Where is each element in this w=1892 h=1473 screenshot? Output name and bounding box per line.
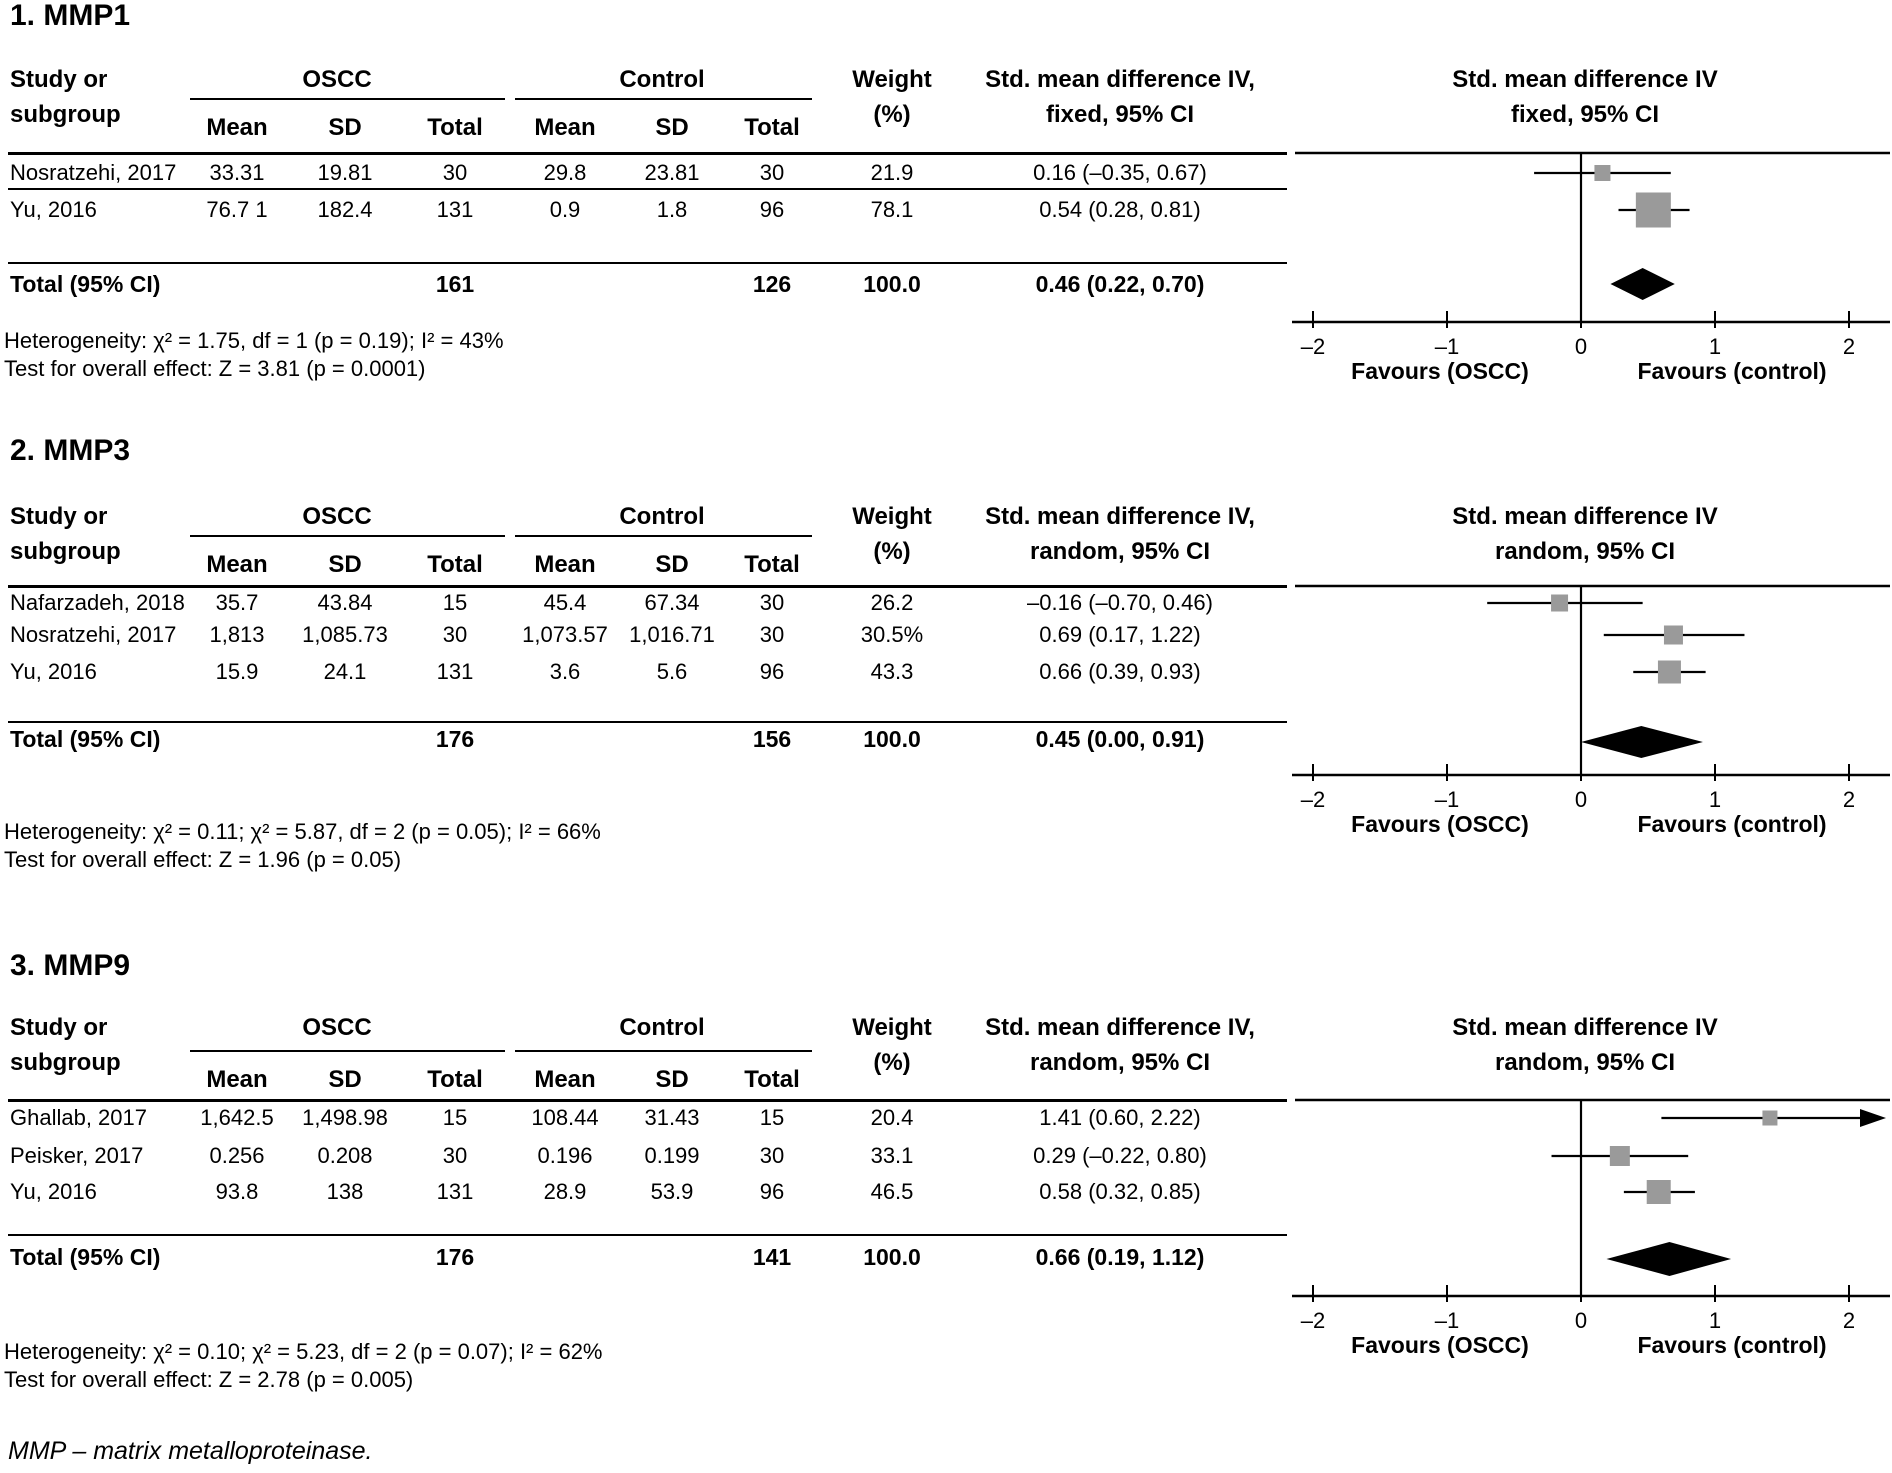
plot-header-line2: fixed, 95% CI [1510, 101, 1660, 128]
axis-tick-label: 0 [1574, 334, 1588, 359]
cell-oscc-sd: 182.4 [317, 197, 373, 222]
smd-ci-cell: 0.69 (0.17, 1.22) [1039, 622, 1201, 647]
cell-ctrl-sd: 1.8 [656, 197, 688, 222]
weight-header-line1: Weight [852, 66, 932, 93]
study-header-line2: subgroup [10, 101, 121, 128]
oscc-group-header: OSCC [302, 66, 372, 93]
total-row-label: Total (95% CI) [10, 726, 161, 752]
favours-right-label: Favours (control) [1637, 1332, 1827, 1358]
study-header-line2: subgroup [10, 538, 121, 565]
axis-tick-label: –2 [1300, 1308, 1326, 1333]
favours-left-label: Favours (OSCC) [1351, 1332, 1529, 1358]
study-marker [1658, 661, 1681, 684]
control-group-header: Control [619, 66, 705, 93]
cell-oscc-total: 131 [436, 197, 474, 222]
plot-header-line1: Std. mean difference IV [1452, 66, 1718, 93]
section-title: 3. MMP9 [10, 949, 131, 982]
cell-ctrl-total: 96 [759, 197, 785, 222]
cell-oscc-sd: 1,085.73 [302, 622, 388, 647]
column-header-oscc-mean: Mean [206, 1066, 268, 1093]
overall-effect-text: Test for overall effect: Z = 1.96 (p = 0.05) [4, 847, 402, 872]
cell-ctrl-total: 96 [759, 659, 785, 684]
favours-right-label: Favours (control) [1637, 358, 1827, 384]
weight-header-line2: (%) [873, 101, 911, 128]
cell-ctrl-total: 30 [759, 1143, 785, 1168]
smd-ci-cell: 1.41 (0.60, 2.22) [1039, 1105, 1201, 1130]
cell-oscc-mean: 76.7 1 [206, 197, 268, 222]
column-header-oscc-total: Total [427, 114, 483, 141]
smd-ci-cell: 0.16 (–0.35, 0.67) [1033, 160, 1207, 185]
weight-header-line1: Weight [852, 1014, 932, 1041]
summary-diamond [1610, 268, 1674, 300]
cell-oscc-sd: 138 [326, 1179, 364, 1204]
cell-ctrl-mean: 0.9 [549, 197, 581, 222]
column-header-oscc-sd: SD [328, 1066, 362, 1093]
axis-tick-label: 2 [1842, 334, 1856, 359]
cell-ctrl-total: 30 [759, 590, 785, 615]
cell-ctrl-sd: 1,016.71 [629, 622, 715, 647]
section-title: 2. MMP3 [10, 434, 131, 467]
axis-tick-label: –2 [1300, 334, 1326, 359]
cell-ctrl-sd: 0.199 [644, 1143, 700, 1168]
column-header-ctrl-mean: Mean [534, 1066, 596, 1093]
heterogeneity-text: Heterogeneity: χ² = 1.75, df = 1 (p = 0.19); I² = 43% [4, 328, 504, 353]
favours-left-label: Favours (OSCC) [1351, 811, 1529, 837]
axis-tick-label: –1 [1434, 787, 1460, 812]
weight-cell: 46.5 [870, 1179, 914, 1204]
overall-effect-text: Test for overall effect: Z = 2.78 (p = 0.005) [4, 1367, 414, 1392]
column-header-ctrl-sd: SD [655, 551, 689, 578]
smd-ci-cell: 0.58 (0.32, 0.85) [1039, 1179, 1201, 1204]
favours-right-label: Favours (control) [1637, 811, 1827, 837]
oscc-group-header: OSCC [302, 1014, 372, 1041]
study-header-line1: Study or [10, 1014, 108, 1041]
cell-ctrl-mean: 108.44 [531, 1105, 599, 1130]
weight-header-line1: Weight [852, 503, 932, 530]
study-name: Yu, 2016 [10, 1179, 97, 1204]
effect-col-header-line2: random, 95% CI [1029, 1049, 1211, 1076]
total-weight: 100.0 [863, 726, 921, 752]
effect-col-header-line2: fixed, 95% CI [1045, 101, 1195, 128]
total-smd-ci: 0.45 (0.00, 0.91) [1035, 726, 1205, 752]
cell-ctrl-mean: 45.4 [543, 590, 587, 615]
smd-ci-cell: –0.16 (–0.70, 0.46) [1027, 590, 1213, 615]
study-name: Nosratzehi, 2017 [10, 622, 177, 647]
cell-oscc-sd: 43.84 [317, 590, 373, 615]
section-title: 1. MMP1 [10, 0, 131, 32]
study-marker [1636, 193, 1671, 228]
cell-oscc-total: 15 [442, 1105, 468, 1130]
control-group-header: Control [619, 503, 705, 530]
weight-header-line2: (%) [873, 538, 911, 565]
column-header-ctrl-total: Total [744, 114, 800, 141]
column-header-ctrl-mean: Mean [534, 551, 596, 578]
plot-header-line1: Std. mean difference IV [1452, 1014, 1718, 1041]
cell-ctrl-sd: 5.6 [656, 659, 688, 684]
study-marker [1664, 626, 1683, 645]
cell-oscc-mean: 0.256 [209, 1143, 265, 1168]
cell-ctrl-sd: 23.81 [644, 160, 700, 185]
cell-ctrl-total: 15 [759, 1105, 785, 1130]
smd-ci-cell: 0.54 (0.28, 0.81) [1039, 197, 1201, 222]
plot-header-line2: random, 95% CI [1494, 1049, 1676, 1076]
total-row-label: Total (95% CI) [10, 1244, 161, 1270]
axis-tick-label: 2 [1842, 1308, 1856, 1333]
axis-tick-label: 2 [1842, 787, 1856, 812]
study-marker [1647, 1180, 1671, 1204]
column-header-ctrl-total: Total [744, 551, 800, 578]
cell-ctrl-mean: 28.9 [543, 1179, 587, 1204]
total-row-label: Total (95% CI) [10, 271, 161, 297]
plot-header-line2: random, 95% CI [1494, 538, 1676, 565]
study-marker [1762, 1111, 1777, 1126]
axis-tick-label: 1 [1708, 787, 1722, 812]
total-oscc-n: 176 [435, 726, 475, 752]
total-control-n: 141 [752, 1244, 792, 1270]
effect-col-header-line1: Std. mean difference IV, [985, 66, 1255, 93]
weight-cell: 33.1 [870, 1143, 914, 1168]
study-header-line2: subgroup [10, 1049, 121, 1076]
total-control-n: 156 [752, 726, 792, 752]
study-marker [1594, 165, 1610, 181]
cell-oscc-total: 131 [436, 659, 474, 684]
total-weight: 100.0 [863, 271, 921, 297]
column-header-oscc-sd: SD [328, 551, 362, 578]
total-oscc-n: 161 [435, 271, 475, 297]
weight-cell: 78.1 [870, 197, 914, 222]
cell-oscc-sd: 0.208 [317, 1143, 373, 1168]
cell-ctrl-sd: 31.43 [644, 1105, 700, 1130]
weight-cell: 20.4 [870, 1105, 914, 1130]
summary-diamond [1581, 726, 1703, 758]
study-name: Peisker, 2017 [10, 1143, 144, 1168]
column-header-oscc-total: Total [427, 1066, 483, 1093]
column-header-oscc-sd: SD [328, 114, 362, 141]
ci-arrow-right [1860, 1109, 1886, 1127]
study-name: Nosratzehi, 2017 [10, 160, 177, 185]
weight-cell: 43.3 [870, 659, 914, 684]
cell-ctrl-sd: 53.9 [650, 1179, 694, 1204]
total-smd-ci: 0.66 (0.19, 1.12) [1035, 1244, 1205, 1270]
effect-col-header-line1: Std. mean difference IV, [985, 1014, 1255, 1041]
cell-ctrl-mean: 3.6 [549, 659, 581, 684]
total-oscc-n: 176 [435, 1244, 475, 1270]
cell-oscc-mean: 1,813 [209, 622, 265, 647]
heterogeneity-text: Heterogeneity: χ² = 0.10; χ² = 5.23, df = 2 (p = 0.07); I² = 62% [4, 1339, 603, 1364]
study-name: Yu, 2016 [10, 197, 97, 222]
column-header-oscc-mean: Mean [206, 551, 268, 578]
study-marker [1610, 1146, 1630, 1166]
study-name: Yu, 2016 [10, 659, 97, 684]
oscc-group-header: OSCC [302, 503, 372, 530]
study-marker [1551, 595, 1568, 612]
heterogeneity-text: Heterogeneity: χ² = 0.11; χ² = 5.87, df = 2 (p = 0.05); I² = 66% [4, 819, 601, 844]
axis-tick-label: 0 [1574, 787, 1588, 812]
study-header-line1: Study or [10, 66, 108, 93]
axis-tick-label: –2 [1300, 787, 1326, 812]
cell-oscc-total: 131 [436, 1179, 474, 1204]
cell-ctrl-sd: 67.34 [644, 590, 700, 615]
axis-tick-label: 1 [1708, 1308, 1722, 1333]
smd-ci-cell: 0.29 (–0.22, 0.80) [1033, 1143, 1207, 1168]
cell-ctrl-total: 96 [759, 1179, 785, 1204]
weight-cell: 30.5% [860, 622, 924, 647]
study-header-line1: Study or [10, 503, 108, 530]
cell-ctrl-total: 30 [759, 160, 785, 185]
axis-tick-label: –1 [1434, 334, 1460, 359]
cell-oscc-mean: 33.31 [209, 160, 265, 185]
axis-tick-label: 1 [1708, 334, 1722, 359]
summary-diamond [1606, 1242, 1731, 1276]
column-header-oscc-total: Total [427, 551, 483, 578]
cell-oscc-total: 30 [442, 160, 468, 185]
favours-left-label: Favours (OSCC) [1351, 358, 1529, 384]
cell-oscc-sd: 1,498.98 [302, 1105, 388, 1130]
cell-oscc-mean: 35.7 [215, 590, 259, 615]
study-name: Ghallab, 2017 [10, 1105, 147, 1130]
column-header-ctrl-sd: SD [655, 114, 689, 141]
cell-ctrl-mean: 29.8 [543, 160, 587, 185]
control-group-header: Control [619, 1014, 705, 1041]
column-header-ctrl-mean: Mean [534, 114, 596, 141]
cell-oscc-total: 30 [442, 622, 468, 647]
cell-ctrl-total: 30 [759, 622, 785, 647]
column-header-ctrl-total: Total [744, 1066, 800, 1093]
smd-ci-cell: 0.66 (0.39, 0.93) [1039, 659, 1201, 684]
cell-oscc-mean: 15.9 [215, 659, 259, 684]
overall-effect-text: Test for overall effect: Z = 3.81 (p = 0.0001) [4, 356, 426, 381]
cell-oscc-mean: 1,642.5 [200, 1105, 274, 1130]
figure-footnote: MMP – matrix metalloproteinase. [8, 1437, 373, 1465]
total-control-n: 126 [752, 271, 792, 297]
effect-col-header-line2: random, 95% CI [1029, 538, 1211, 565]
cell-oscc-sd: 19.81 [317, 160, 373, 185]
weight-cell: 21.9 [870, 160, 914, 185]
weight-header-line2: (%) [873, 1049, 911, 1076]
cell-oscc-mean: 93.8 [215, 1179, 259, 1204]
cell-oscc-total: 30 [442, 1143, 468, 1168]
weight-cell: 26.2 [870, 590, 914, 615]
axis-tick-label: –1 [1434, 1308, 1460, 1333]
plot-header-line1: Std. mean difference IV [1452, 503, 1718, 530]
study-name: Nafarzadeh, 2018 [10, 590, 185, 615]
total-smd-ci: 0.46 (0.22, 0.70) [1035, 271, 1205, 297]
cell-ctrl-mean: 1,073.57 [522, 622, 608, 647]
cell-ctrl-mean: 0.196 [537, 1143, 593, 1168]
effect-col-header-line1: Std. mean difference IV, [985, 503, 1255, 530]
cell-oscc-sd: 24.1 [323, 659, 367, 684]
total-weight: 100.0 [863, 1244, 921, 1270]
column-header-oscc-mean: Mean [206, 114, 268, 141]
cell-oscc-total: 15 [442, 590, 468, 615]
axis-tick-label: 0 [1574, 1308, 1588, 1333]
column-header-ctrl-sd: SD [655, 1066, 689, 1093]
